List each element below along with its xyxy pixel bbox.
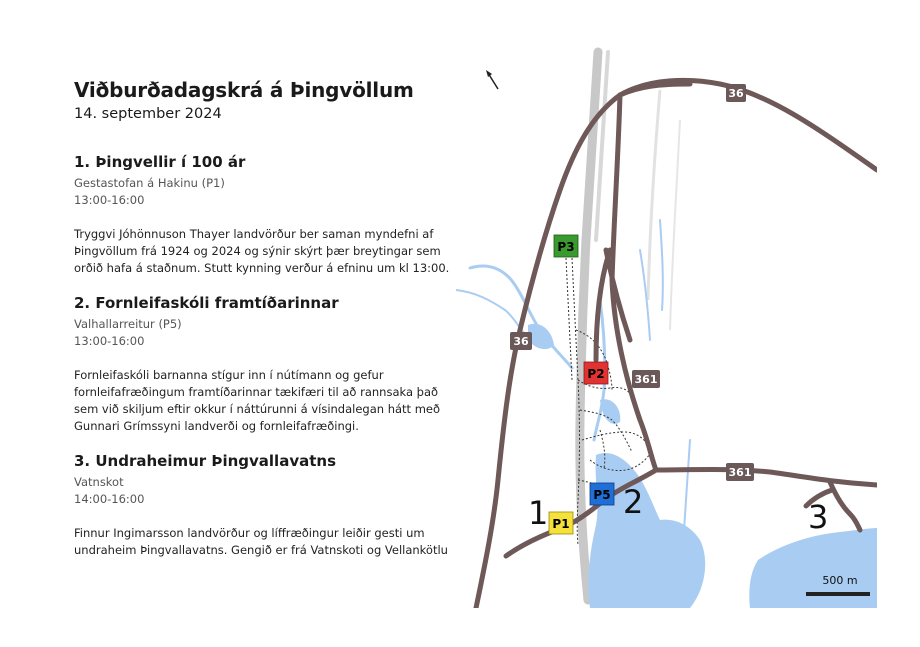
road-shield-361-mid [632,370,660,388]
event-desc-line: Tryggvi Jóhönnuson Thayer landvörður ber saman myndefni af [74,227,434,241]
svg-text:361: 361 [728,466,752,479]
location-number-3: 3 [808,498,829,536]
svg-text:P2: P2 [587,367,605,381]
road-shield-36-west [510,332,532,350]
event-desc-line: Gunnari Grímssyni landverði og fornleifafræðingi. [74,419,359,433]
svg-text:500 m: 500 m [822,574,858,587]
parking-p5[interactable] [590,483,614,505]
svg-text:P1: P1 [552,517,570,531]
location-number-2: 2 [623,483,644,521]
event-title: 1. Þingvellir í 100 ár [74,153,246,171]
event-desc-line: fornleifafræðingum framtíðarinnar tækifæri til að rannsaka það [74,385,439,399]
page-title: Viðburðadagskrá á Þingvöllum [74,78,414,102]
location-number-1: 1 [528,494,549,532]
event-location: Valhallarreitur (P5) [74,317,182,331]
event-desc-line: Þingvöllum frá 1924 og 2024 og sýnir skýrt þær breytingar sem [74,244,441,258]
event-title: 2. Fornleifaskóli framtíðarinnar [74,294,339,312]
svg-text:P3: P3 [557,240,575,254]
event-location: Gestastofan á Hakinu (P1) [74,176,225,190]
svg-text:361: 361 [634,373,658,386]
parking-p2[interactable] [584,362,608,384]
event-location: Vatnskot [74,475,124,489]
event-desc-line: Fornleifaskóli barnanna stígur inn í nútímann og gefur [74,368,384,382]
road-shield-36-north [726,84,746,102]
event-desc-line: Finnur Ingimarsson landvörður og líffræðingur leiðir gesti um [74,526,425,540]
parking-p1[interactable] [549,512,573,534]
parking-p3[interactable] [554,235,578,257]
event-time: 13:00-16:00 [74,334,145,348]
event-desc-line: undraheim Þingvallavatns. Gengið er frá Vatnskoti og Vellankötlu [74,543,448,557]
svg-text:36: 36 [728,87,744,100]
svg-text:P5: P5 [593,488,611,502]
road-shield-361-east [726,463,754,481]
event-title: 3. Undraheimur Þingvallavatns [74,452,337,470]
svg-text:36: 36 [513,335,529,348]
event-date: 14. september 2024 [74,106,222,122]
event-time: 13:00-16:00 [74,193,145,207]
event-desc-line: sem við skiljum eftir okkur í náttúrunni á vísindalegan hátt með [74,402,441,416]
event-time: 14:00-16:00 [74,492,145,506]
event-desc-line: orðið hafa á staðnum. Stutt kynning verður á efninu um kl 13:00. [74,261,450,275]
